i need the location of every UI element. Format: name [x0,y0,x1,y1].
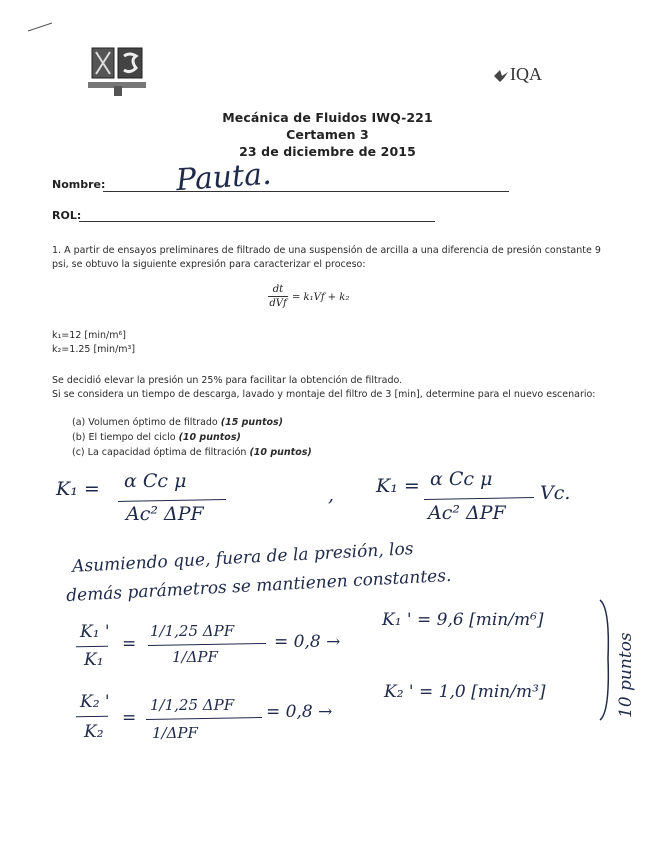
hw-r2-mid-den: 1/ΔPF [152,724,198,742]
eq-numerator: dt [272,284,284,295]
hw-k1b-lhs: K₁ = [376,475,420,497]
hw-k1b-num: α Cc μ [430,468,493,490]
question-scenario [52,374,622,402]
hw-r2-den: K₂ [84,722,104,742]
hw-r2-num: K₂ ' [80,692,110,712]
hw-r2-bar [76,716,108,718]
hw-k1b-bar [424,497,534,500]
hw-k1-den: Ac² ΔPF [126,503,204,525]
hw-assumption-line-1: Asumiendo que, fuera de la presión, los [71,539,414,577]
iqa-mark-icon [492,68,510,84]
hw-r2-result: = 0,8 → [266,702,333,722]
eq-rhs: = k₁Vf + k₂ [292,292,350,303]
hw-assumption-line-2: demás parámetros se mantienen constantes. [65,565,452,607]
hw-r1-den: K₁ [84,650,104,670]
filtration-equation [268,284,378,320]
iqa-logo [492,64,552,84]
question-intro: 1. A partir de ensayos preliminares de filtrado de una suspensión de arcilla a una diferencia de presión constante 9 psi, se obtuvo la siguiente expresión para caracterizar el proceso: [52,245,601,270]
hw-bracket [598,598,612,722]
hw-side-note: 10 puntos [616,632,636,718]
hw-r1-final: K₁ ' = 9,6 [min/m⁶] [382,610,544,630]
hw-r1-bar [76,646,108,648]
exam-date: 23 de diciembre de 2015 [239,144,416,159]
stray-pen-mark [26,18,56,30]
k2-value: k₂=1.25 [min/m³] [52,344,136,355]
rol-label: ROL: [52,209,82,222]
hw-r1-num: K₁ ' [80,622,110,642]
nombre-label: Nombre: [52,178,106,191]
question-items [72,416,312,461]
hw-r2-final: K₂ ' = 1,0 [min/m³] [384,682,546,702]
hw-r1-mid-bar [148,643,266,646]
hw-r1-mid-den: 1/ΔPF [172,648,218,666]
exam-title: Certamen 3 [286,127,369,142]
nombre-handwritten: Pauta. [174,156,273,199]
rol-field-line[interactable] [79,221,435,222]
k1-value: k₁=12 [min/m⁶] [52,330,126,341]
university-crest-logo [84,46,150,100]
hw-k1-bar [118,499,226,502]
hw-k1-num: α Cc μ [124,470,187,492]
hw-r2-mid-bar [146,717,262,720]
hw-r1-eq: = [122,634,137,654]
course-title: Mecánica de Fluidos IWQ-221 [222,110,433,125]
hw-r2-mid-num: 1/1,25 ΔPF [150,696,235,714]
hw-r2-eq: = [122,708,137,728]
hw-k1b-tail: Vc. [540,482,571,504]
nombre-field-line[interactable] [103,191,509,192]
scenario-line-2: Si se considera un tiempo de descarga, lavado y montaje del filtro de 3 [min], determine para el nuevo escenario: [52,389,596,400]
hw-k1-lhs: K₁ = [56,478,100,500]
hw-r1-result: = 0,8 → [274,632,341,652]
eq-denominator: dVf [269,298,287,309]
item-b: (b) El tiempo del ciclo (10 puntos) [72,432,241,443]
item-c: (c) La capacidad óptima de filtración (10 puntos) [72,447,312,458]
hw-comma: , [328,484,335,506]
iqa-logo-text: IQA [510,64,542,84]
hw-k1b-den: Ac² ΔPF [428,502,506,524]
item-a: (a) Volumen óptimo de filtrado (15 puntos) [72,417,284,428]
scenario-line-1: Se decidió elevar la presión un 25% para facilitar la obtención de filtrado. [52,375,403,386]
hw-r1-mid-num: 1/1,25 ΔPF [150,622,235,640]
